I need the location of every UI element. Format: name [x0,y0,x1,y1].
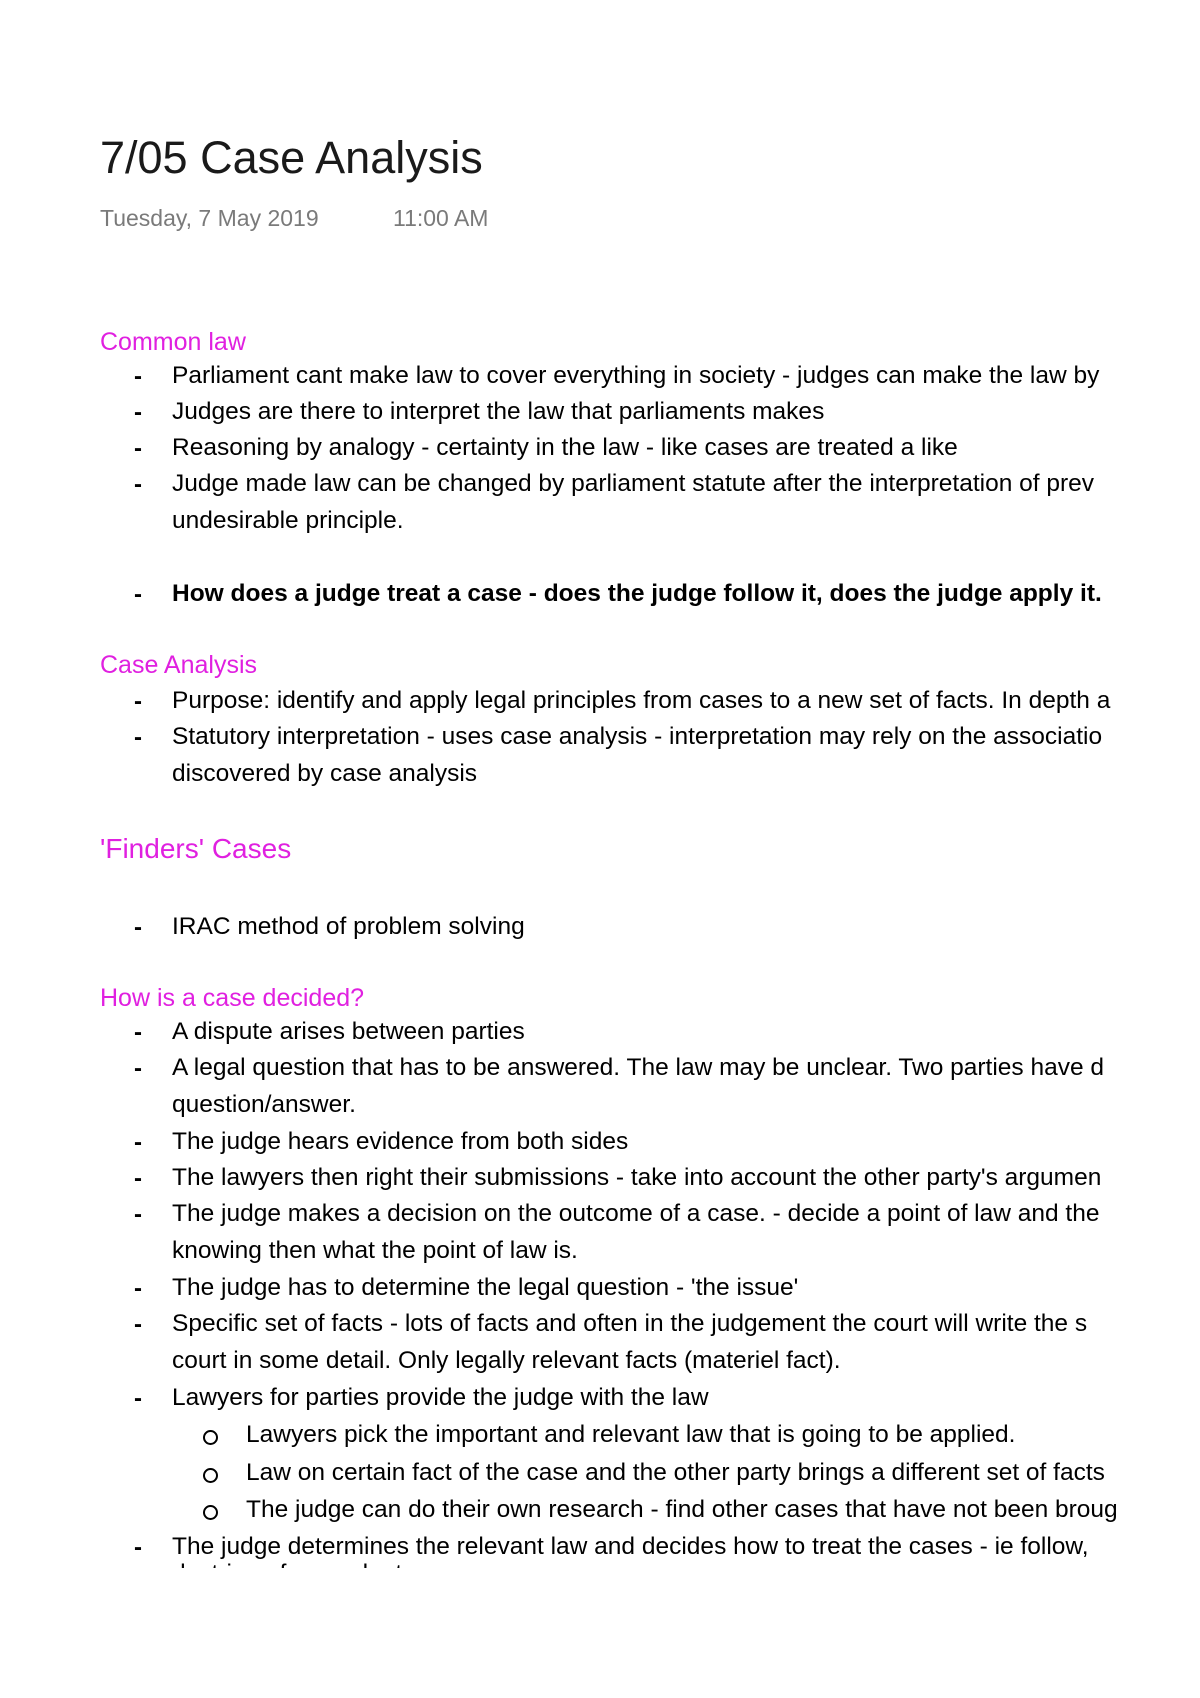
bullet-dash: - [134,1275,142,1302]
list-item: The judge makes a decision on the outcome of a case. - decide a point of law and the [172,1200,1100,1227]
page-bottom-mask [0,1568,1200,1588]
bullet-dash: - [134,1385,142,1412]
bullet-dash: - [134,724,142,751]
bullet-dash: - [134,1534,142,1561]
list-item-continuation: question/answer. [172,1091,356,1118]
bullet-dash: - [134,1165,142,1192]
list-item: A legal question that has to be answered. The law may be unclear. Two parties have d [172,1054,1105,1081]
list-item: Judge made law can be changed by parliament statute after the interpretation of prev [172,470,1095,497]
bullet-circle [203,1505,218,1520]
page-time: 11:00 AM [393,205,489,231]
sub-list-item: The judge can do their own research - find other cases that have not been broug [246,1496,1118,1523]
bullet-dash: - [134,688,142,715]
list-item-continuation: court in some detail. Only legally relevant facts (materiel fact). [172,1347,841,1374]
list-item: Parliament cant make law to cover everything in society - judges can make the law by [172,362,1100,389]
bullet-circle [203,1430,218,1445]
sub-list-item: Lawyers pick the important and relevant law that is going to be applied. [246,1421,1016,1448]
heading-case-analysis: Case Analysis [100,651,258,679]
list-item-continuation: undesirable principle. [172,507,404,534]
list-item-continuation: knowing then what the point of law is. [172,1237,578,1264]
bullet-dash: - [134,1311,142,1338]
bullet-dash: - [134,435,142,462]
list-item: Specific set of facts - lots of facts and often in the judgement the court will write the s [172,1310,1088,1337]
list-item: The judge has to determine the legal question - 'the issue' [172,1274,799,1301]
list-item: IRAC method of problem solving [172,913,525,940]
bullet-dash: - [134,1055,142,1082]
list-item: The judge determines the relevant law and decides how to treat the cases - ie follow, [172,1533,1089,1560]
heading-how-decided: How is a case decided? [100,984,365,1012]
list-item: Lawyers for parties provide the judge with the law [172,1384,709,1411]
bullet-circle [203,1468,218,1483]
heading-finders-cases: 'Finders' Cases [100,833,292,864]
list-item: Judges are there to interpret the law that parliaments makes [172,398,825,425]
list-item: The lawyers then right their submissions - take into account the other party's argumen [172,1164,1102,1191]
bullet-dash: - [134,1019,142,1046]
list-item-bold: How does a judge treat a case - does the judge follow it, does the judge apply it. [172,580,1102,607]
list-item-continuation: discovered by case analysis [172,760,478,787]
bullet-dash: - [134,914,142,941]
list-item: Statutory interpretation - uses case analysis - interpretation may rely on the associatio [172,723,1103,750]
page-date: Tuesday, 7 May 2019 [100,205,319,231]
bullet-dash: - [134,363,142,390]
bullet-dash: - [134,399,142,426]
list-item: The judge hears evidence from both sides [172,1128,629,1155]
bullet-dash: - [134,581,142,608]
bullet-dash: - [134,1129,142,1156]
list-item: Reasoning by analogy - certainty in the law - like cases are treated a like [172,434,958,461]
page-title: 7/05 Case Analysis [100,132,483,183]
bullet-dash: - [134,1201,142,1228]
bullet-dash: - [134,471,142,498]
list-item: A dispute arises between parties [172,1018,525,1045]
sub-list-item: Law on certain fact of the case and the other party brings a different set of facts [246,1459,1105,1486]
heading-common-law: Common law [100,328,246,356]
list-item: Purpose: identify and apply legal principles from cases to a new set of facts. In depth a [172,687,1111,714]
